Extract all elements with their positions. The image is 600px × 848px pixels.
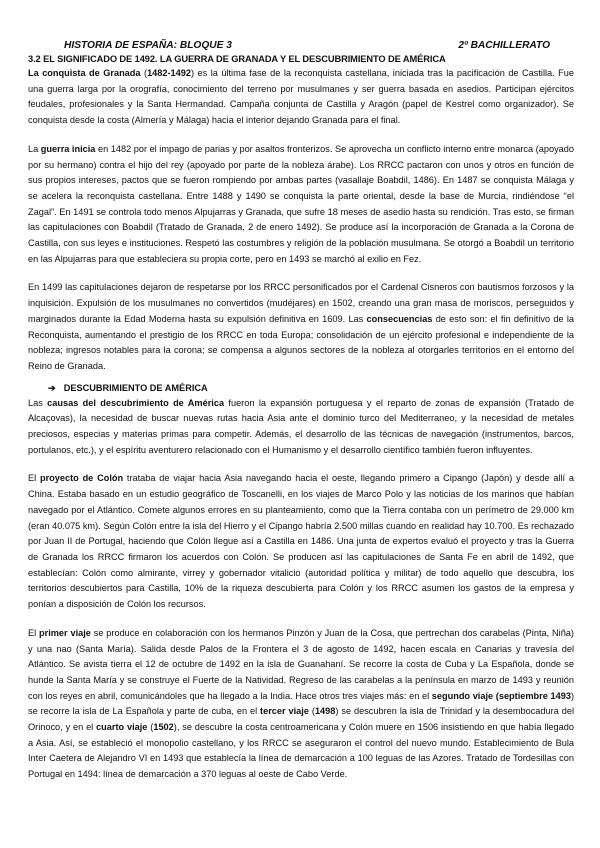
paragraph-war-start: La guerra inicia en 1482 por el impago de parias y por asaltos fronterizos. Se aprovecha un conflicto interno entre monarca (apoyado por su hermano) contra el hijo del rey (apoyado por parte de la nobleza árabe). Los RRCC pactaron con unos y otros en función de sus propios intereses, pactos que se fueron rompiendo por ambas partes (vasallaje Boabdil, 1486). En 1487 se conquista Málaga y se acelera la reconquista castellana. Entre 1488 y 1490 se conquista la parte oriental, desde la base de Murcia, rindiéndose “el Zagal”. En 1491 se controla todo menos Alpujarras y Granada, que sufre 18 meses de asedio hasta su rendición. Tras esto, se firman las capitulaciones con Boabdil (Tratado de Granada, 2 de enero 1492). Se produce así la incorporación de Granada a la Corona de Castilla, con sus leyes e instituciones. Respetó las costumbres y religión de la población musulmana. Se otorgó a Boabdil un territorio en las Alpujarras para que estableciera su propia corte, pero en 1493 se marchó al exilio en Fez. [28, 143, 574, 264]
arrow-right-icon: ➔ [48, 382, 56, 393]
paragraph-granada-conquest: La conquista de Granada (1482-1492) es la última fase de la reconquista castellana, iniciada tras la pacificación de Castilla. Fue una guerra larga por la orografía, conocimiento del terreno por musulmanes y ser guerra basada en asedios. Participan ejércitos feudales, profesionales y la Santa Hermandad. Campaña conjunta de Castilla y Aragón (papel de Kestrel como organizador). Se conquista desde la costa (Almería y Málaga) hacia el interior dejando Granada para el final. [28, 68, 574, 126]
paragraph-colon-project: El proyecto de Colón trataba de viajar hacia Asia navegando hacia el oeste, llegando primero a Cipango (Japón) y desde allí a China. Estaba basado en un estudio geográfico de Toscanelli, en los viajes de Marco Polo y las noticias de los marinos que habían navegado por el Atlántico. Comete algunos errores en su planteamiento, como que la Tierra contaba con un perímetro de 29.000 km (eran 40.075 km). Según Colón entre la isla del Hierro y el Cipango habría 2.500 millas cuando en realidad hay 10.700. Es rechazado por Juan II de Portugal, haciendo que Colón llegue así a Castilla en 1486. Una junta de expertos evaluó el proyecto y tras la Guerra de Granada los RRCC firmaron los acuerdos con Colón. Se producen así las capitulaciones de Santa Fe en abril de 1492, que establecían: Colón como almirante, virrey y gobernador vitalicio (autoridad política y militar) de todo aquello que descubra, los territorios descubiertos para Castilla, 10% de la riqueza descubierta para Colón y los RRCC asumen los gastos de la empresa y ponían a disposición de Colón los recursos. [28, 473, 574, 610]
paragraph-causes: Las causas del descubrimiento de América fueron la expansión portuguesa y el reparto de zonas de expansión (Tratado de Alcaçovas), la necesidad de buscar nuevas rutas hacia Asia ante el dominio turco del Mediterraneo, y la necesidad de metales preciosos, especias y materias primas para competir. Además, el desarrollo de las técnicas de navegación (instrumentos, barcos, portulanos, etc.), y el espíritu aventurero relacionado con el Humanismo y el desarrollo científico también fueron influyentes. [28, 397, 574, 455]
header-subject: HISTORIA DE ESPAÑA: BLOQUE 3 [64, 40, 232, 51]
section-title: 3.2 EL SIGNIFICADO DE 1492. LA GUERRA DE GRANADA Y EL DESCUBRIMIENTO DE AMÉRICA [28, 54, 446, 64]
paragraph-consequences: En 1499 las capitulaciones dejaron de respetarse por los RRCC personificados por el Cardenal Cisneros con bautismos forzosos y la inquisición. Expulsión de los musulmanes no convertidos (mudéjares) en 1502, creando una gran masa de moriscos, perseguidos y marginados durante la Edad Moderna hasta su expulsión definitiva en 1609. Las consecuencias de esto son: el fin definitivo de la Reconquista, aumentando el prestigio de los RRCC en toda Europa; consolidación de un ejército profesional e independiente de la nobleza; ingresos notables para la corona; se compensa a algunos sectores de la nobleza al otorgarles territorios en el entorno del Reino de Granada. [28, 282, 574, 371]
page-header [28, 40, 574, 51]
subsection-heading [28, 383, 574, 394]
header-course: 2º BACHILLERATO [458, 40, 550, 51]
document-page [28, 40, 574, 783]
paragraph-voyages: El primer viaje se produce en colaboración con los hermanos Pinzón y Juan de la Cosa, que pertrechan dos carabelas (Pinta, Niña) y una nao (Santa María). Salida desde Palos de la Frontera el 3 de agosto de 1492, hacen escala en Canarias y travesía del Atlántico. Se avista tierra el 12 de octubre de 1492 en la isla de Guanahaní. Se recorre la costa de Cuba y La Española, donde se hunde la Santa María y se construye el Fuerte de la Natividad. Regreso de las carabelas a la península en marzo de 1493 y reunión con los reyes en abril, comunicándoles que ha llegado a la India. Hace otros tres viajes más: en el segundo viaje (septiembre 1493) se recorre la isla de La Española y parte de cuba, en el tercer viaje (1498) se descubren la isla de Trinidad y la desembocadura del Orinoco, y en el cuarto viaje (1502), se descubre la costa centroamericana y Colón muere en 1506 insistiendo en que había llegado a Asia. Así, se estableció el monopolio castellano, y los RRCC se aseguraron el control del nuevo mundo. Establecimiento de Bula Inter Caetera de Alejandro VI en 1493 que establecía la línea de demarcación a 100 leguas de las Azores. Tratado de Tordesillas con Portugal en 1494: línea de demarcación a 370 leguas al oeste de Cabo Verde. [28, 627, 575, 780]
subsection-heading-text: DESCUBRIMIENTO DE AMÉRICA [63, 382, 208, 393]
